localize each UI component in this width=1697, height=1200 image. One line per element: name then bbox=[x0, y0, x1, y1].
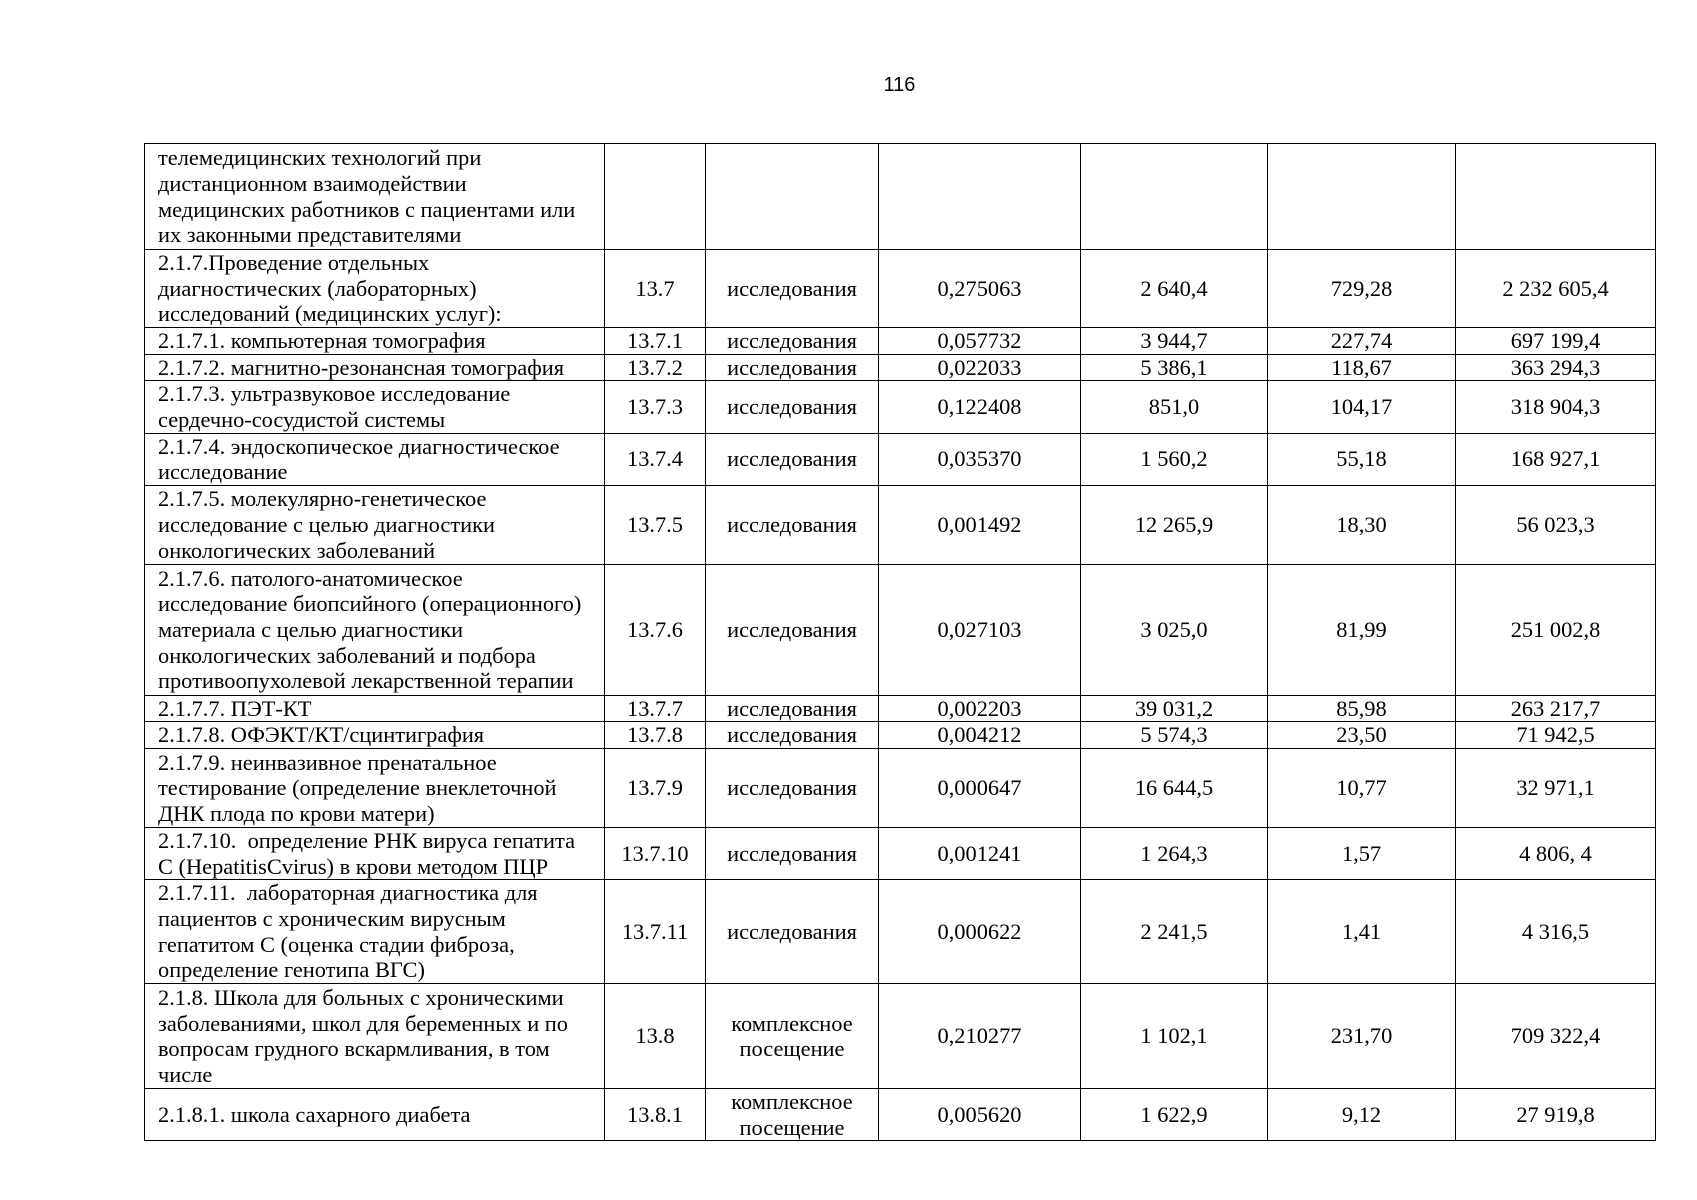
table-cell: 227,74 bbox=[1268, 327, 1456, 354]
table-cell: 251 002,8 bbox=[1456, 564, 1656, 695]
table-cell: 729,28 bbox=[1268, 250, 1456, 328]
table-cell: 13.7.4 bbox=[605, 433, 706, 485]
table-cell: 13.7 bbox=[605, 250, 706, 328]
table-cell: 168 927,1 bbox=[1456, 433, 1656, 485]
table-cell: 55,18 bbox=[1268, 433, 1456, 485]
table-cell: 13.7.5 bbox=[605, 485, 706, 564]
table-cell: 697 199,4 bbox=[1456, 327, 1656, 354]
table-cell: комплексное посещение bbox=[706, 1089, 879, 1141]
table-cell: 318 904,3 bbox=[1456, 381, 1656, 433]
table-cell: 0,035370 bbox=[879, 433, 1081, 485]
table-cell: исследования bbox=[706, 748, 879, 827]
table-cell: исследования bbox=[706, 327, 879, 354]
table-row bbox=[145, 354, 1656, 381]
table-row bbox=[145, 433, 1656, 485]
table-cell: 2 241,5 bbox=[1081, 880, 1268, 984]
table-cell: 3 025,0 bbox=[1081, 564, 1268, 695]
row-label: 2.1.7.10. определение РНК вируса гепатита C (HepatitisCvirus) в крови методом ПЦР bbox=[145, 827, 605, 879]
table-row bbox=[145, 1089, 1656, 1141]
table-cell: исследования bbox=[706, 695, 879, 722]
row-label: 2.1.8. Школа для больных с хроническими заболеваниями, школ для беременных и по вопросам грудного вскармливания, в том числе bbox=[145, 984, 605, 1089]
table-cell: 0,210277 bbox=[879, 984, 1081, 1089]
table-cell: 13.7.7 bbox=[605, 695, 706, 722]
table-cell: 1,41 bbox=[1268, 880, 1456, 984]
table-cell: 1 264,3 bbox=[1081, 827, 1268, 879]
table-cell: 5 386,1 bbox=[1081, 354, 1268, 381]
table-row bbox=[145, 880, 1656, 984]
row-label: 2.1.7.7. ПЭТ-КТ bbox=[145, 695, 605, 722]
table-cell: 13.7.1 bbox=[605, 327, 706, 354]
table-cell: 13.7.10 bbox=[605, 827, 706, 879]
table-cell: 231,70 bbox=[1268, 984, 1456, 1089]
row-label: 2.1.7.3. ультразвуковое исследование сердечно-сосудистой системы bbox=[145, 381, 605, 433]
table-cell bbox=[706, 144, 879, 250]
row-label: 2.1.7.11. лабораторная диагностика для пациентов с хроническим вирусным гепатитом С (оценка стадии фиброза, определение генотипа ВГС) bbox=[145, 880, 605, 984]
row-label: 2.1.7.9. неинвазивное пренатальное тестирование (определение внеклеточной ДНК плода по крови матери) bbox=[145, 748, 605, 827]
table-row bbox=[145, 827, 1656, 879]
table-cell: 1 102,1 bbox=[1081, 984, 1268, 1089]
table-cell: 263 217,7 bbox=[1456, 695, 1656, 722]
table-cell bbox=[1456, 144, 1656, 250]
table-cell: 0,001241 bbox=[879, 827, 1081, 879]
table-cell: исследования bbox=[706, 880, 879, 984]
table-row bbox=[145, 695, 1656, 722]
table-cell: 0,000622 bbox=[879, 880, 1081, 984]
row-label: телемедицинских технологий при дистанционном взаимодействии медицинских работников с пациентами или их законными представителями bbox=[145, 144, 605, 250]
table-cell: 13.8.1 bbox=[605, 1089, 706, 1141]
table-cell: 18,30 bbox=[1268, 485, 1456, 564]
table-cell: 3 944,7 bbox=[1081, 327, 1268, 354]
table-cell bbox=[605, 144, 706, 250]
table-cell: 13.7.8 bbox=[605, 722, 706, 749]
table-cell: 23,50 bbox=[1268, 722, 1456, 749]
table-cell: 4 316,5 bbox=[1456, 880, 1656, 984]
table-cell: 0,122408 bbox=[879, 381, 1081, 433]
table-cell: 0,027103 bbox=[879, 564, 1081, 695]
table-cell: 16 644,5 bbox=[1081, 748, 1268, 827]
row-label: 2.1.7.8. ОФЭКТ/КТ/сцинтиграфия bbox=[145, 722, 605, 749]
table-cell: 709 322,4 bbox=[1456, 984, 1656, 1089]
table-cell: 2 640,4 bbox=[1081, 250, 1268, 328]
row-label: 2.1.7.Проведение отдельных диагностических (лабораторных) исследований (медицинских услуг): bbox=[145, 250, 605, 328]
table-cell: исследования bbox=[706, 722, 879, 749]
table-cell: 0,022033 bbox=[879, 354, 1081, 381]
table-cell: 13.7.11 bbox=[605, 880, 706, 984]
table-cell: исследования bbox=[706, 433, 879, 485]
row-label: 2.1.7.1. компьютерная томография bbox=[145, 327, 605, 354]
table-cell: исследования bbox=[706, 250, 879, 328]
table-cell: 1,57 bbox=[1268, 827, 1456, 879]
table-row bbox=[145, 485, 1656, 564]
table-cell: 0,001492 bbox=[879, 485, 1081, 564]
row-label: 2.1.7.6. патолого-анатомическое исследование биопсийного (операционного) материала с целью диагностики онкологических заболеваний и подбора противоопухолевой лекарственной терапии bbox=[145, 564, 605, 695]
table-cell: 32 971,1 bbox=[1456, 748, 1656, 827]
page-number: 116 bbox=[883, 74, 916, 96]
table-cell bbox=[879, 144, 1081, 250]
table-cell: 0,057732 bbox=[879, 327, 1081, 354]
table-cell: 104,17 bbox=[1268, 381, 1456, 433]
table-row bbox=[145, 327, 1656, 354]
row-label: 2.1.8.1. школа сахарного диабета bbox=[145, 1089, 605, 1141]
table-cell: 13.7.9 bbox=[605, 748, 706, 827]
table-cell: 4 806, 4 bbox=[1456, 827, 1656, 879]
table-cell: исследования bbox=[706, 381, 879, 433]
table-cell: 0,004212 bbox=[879, 722, 1081, 749]
data-table bbox=[144, 143, 1656, 1141]
table-cell: 1 560,2 bbox=[1081, 433, 1268, 485]
table-cell: исследования bbox=[706, 564, 879, 695]
table-cell bbox=[1081, 144, 1268, 250]
table-row bbox=[145, 748, 1656, 827]
table-row bbox=[145, 984, 1656, 1089]
table-cell: комплексное посещение bbox=[706, 984, 879, 1089]
table-cell: 0,000647 bbox=[879, 748, 1081, 827]
table-cell: исследования bbox=[706, 485, 879, 564]
table-cell: исследования bbox=[706, 827, 879, 879]
table-cell: 13.7.6 bbox=[605, 564, 706, 695]
table-cell: 0,005620 bbox=[879, 1089, 1081, 1141]
table-cell: 13.7.2 bbox=[605, 354, 706, 381]
table-row bbox=[145, 722, 1656, 749]
table-cell: исследования bbox=[706, 354, 879, 381]
table-cell: 0,275063 bbox=[879, 250, 1081, 328]
table-cell: 363 294,3 bbox=[1456, 354, 1656, 381]
row-label: 2.1.7.2. магнитно-резонансная томография bbox=[145, 354, 605, 381]
row-label: 2.1.7.5. молекулярно-генетическое исследование с целью диагностики онкологических заболеваний bbox=[145, 485, 605, 564]
table-cell: 81,99 bbox=[1268, 564, 1456, 695]
table-cell: 85,98 bbox=[1268, 695, 1456, 722]
table-cell: 71 942,5 bbox=[1456, 722, 1656, 749]
table-cell: 10,77 bbox=[1268, 748, 1456, 827]
table-cell: 39 031,2 bbox=[1081, 695, 1268, 722]
table-cell: 851,0 bbox=[1081, 381, 1268, 433]
table-cell: 0,002203 bbox=[879, 695, 1081, 722]
table-cell: 13.8 bbox=[605, 984, 706, 1089]
table-cell bbox=[1268, 144, 1456, 250]
table-row bbox=[145, 144, 1656, 250]
row-label: 2.1.7.4. эндоскопическое диагностическое исследование bbox=[145, 433, 605, 485]
table-row bbox=[145, 381, 1656, 433]
table-cell: 27 919,8 bbox=[1456, 1089, 1656, 1141]
table-cell: 1 622,9 bbox=[1081, 1089, 1268, 1141]
table-cell: 118,67 bbox=[1268, 354, 1456, 381]
table-cell: 2 232 605,4 bbox=[1456, 250, 1656, 328]
table-cell: 12 265,9 bbox=[1081, 485, 1268, 564]
table-row bbox=[145, 564, 1656, 695]
table-cell: 5 574,3 bbox=[1081, 722, 1268, 749]
table-cell: 56 023,3 bbox=[1456, 485, 1656, 564]
table-cell: 13.7.3 bbox=[605, 381, 706, 433]
table-cell: 9,12 bbox=[1268, 1089, 1456, 1141]
table-row bbox=[145, 250, 1656, 328]
